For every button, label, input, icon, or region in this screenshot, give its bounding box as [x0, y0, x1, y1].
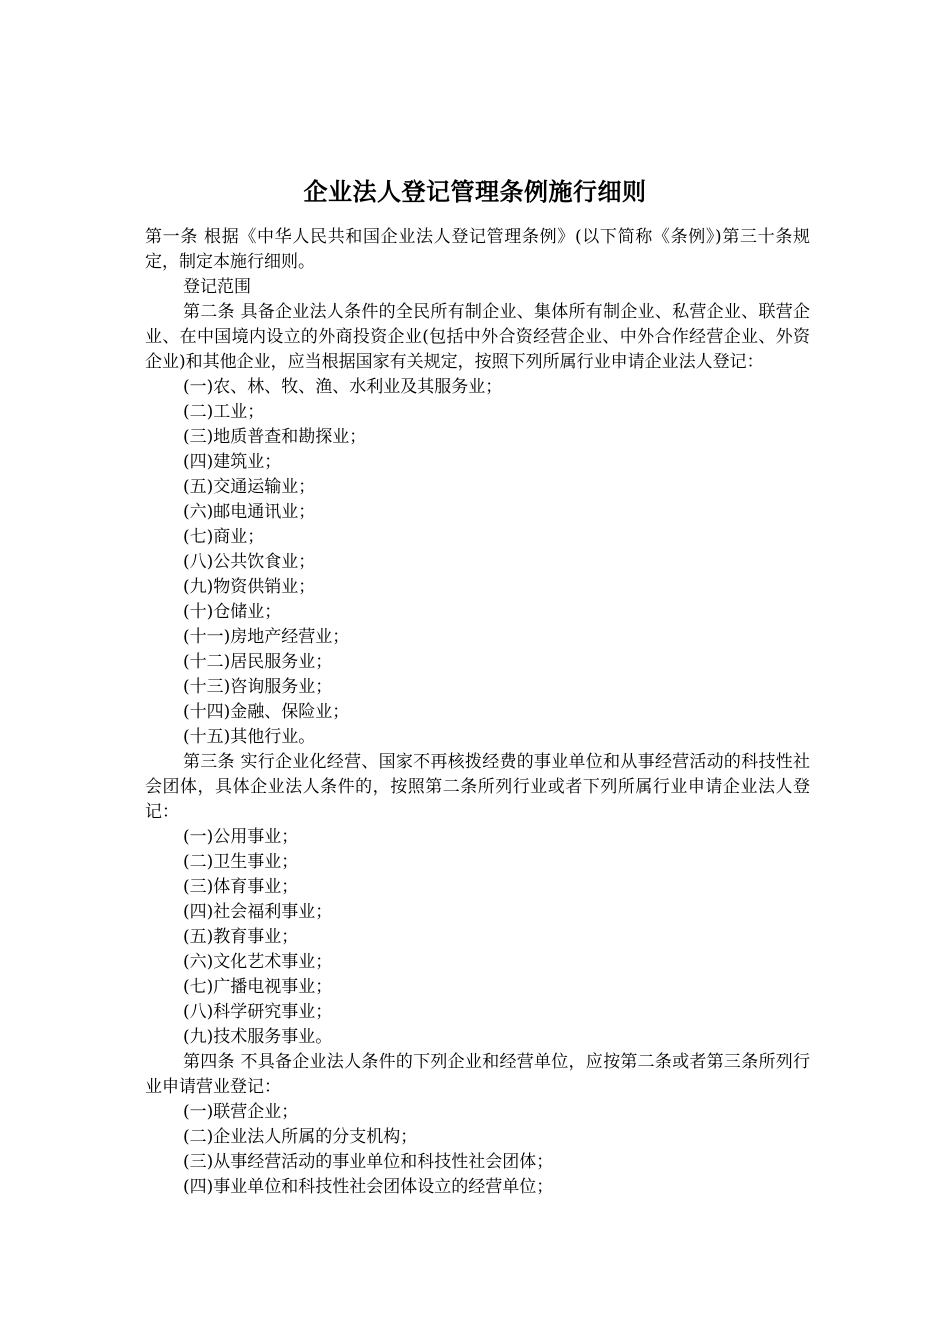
paragraph: (十)仓储业； [183, 602, 282, 622]
paragraph: (五)交通运输业； [183, 477, 316, 497]
document-title: 企业法人登记管理条例施行细则 [303, 177, 647, 207]
paragraph: (十一)房地产经营业； [183, 627, 350, 647]
paragraph: (八)科学研究事业； [183, 1002, 333, 1022]
paragraph: (七)商业； [183, 527, 265, 547]
paragraph: (三)地质普查和勘探业； [183, 427, 367, 447]
paragraph: 登记范围 [183, 277, 251, 297]
paragraph: (二)工业； [183, 402, 265, 422]
paragraph: (三)体育事业； [183, 877, 299, 897]
paragraph: (八)公共饮食业； [183, 552, 316, 572]
paragraph: 第四条 不具备企业法人条件的下列企业和经营单位，应按第二条或者第三条所列行业申请营业登记： [145, 1052, 810, 1097]
paragraph: (一)农、林、牧、渔、水利业及其服务业； [183, 377, 503, 397]
paragraph: (六)文化艺术事业； [183, 952, 333, 972]
paragraph: (十二)居民服务业； [183, 652, 333, 672]
paragraph: (六)邮电通讯业； [183, 502, 316, 522]
paragraph: 第一条 根据《中华人民共和国企业法人登记管理条例》(以下简称《条例》)第三十条规定，制定本施行细则。 [145, 227, 810, 272]
paragraph: (四)事业单位和科技性社会团体设立的经营单位； [183, 1177, 554, 1197]
paragraph: 第二条 具备企业法人条件的全民所有制企业、集体所有制企业、私营企业、联营企业、在中国境内设立的外商投资企业(包括中外合资经营企业、中外合作经营企业、外资企业)和其他企业，应当根据国家有关规定，按照下列所属行业申请企业法人登记： [145, 302, 810, 372]
paragraph: (二)卫生事业； [183, 852, 299, 872]
paragraph: (十三)咨询服务业； [183, 677, 333, 697]
paragraph: (四)社会福利事业； [183, 902, 333, 922]
paragraph: (九)技术服务事业。 [183, 1027, 333, 1047]
paragraph: (四)建筑业； [183, 452, 282, 472]
paragraph: (十四)金融、保险业； [183, 702, 350, 722]
paragraph: (二)企业法人所属的分支机构； [183, 1127, 418, 1147]
paragraph: (一)公用事业； [183, 827, 299, 847]
paragraph: 第三条 实行企业化经营、国家不再核拨经费的事业单位和从事经营活动的科技性社会团体，具体企业法人条件的，按照第二条所列行业或者下列所属行业申请企业法人登记： [145, 752, 810, 822]
paragraph: (三)从事经营活动的事业单位和科技性社会团体； [183, 1152, 554, 1172]
paragraph: (七)广播电视事业； [183, 977, 333, 997]
document-body [145, 225, 810, 1200]
paragraph: (一)联营企业； [183, 1102, 299, 1122]
paragraph: (十五)其他行业。 [183, 727, 316, 747]
paragraph: (九)物资供销业； [183, 577, 316, 597]
paragraph: (五)教育事业； [183, 927, 299, 947]
